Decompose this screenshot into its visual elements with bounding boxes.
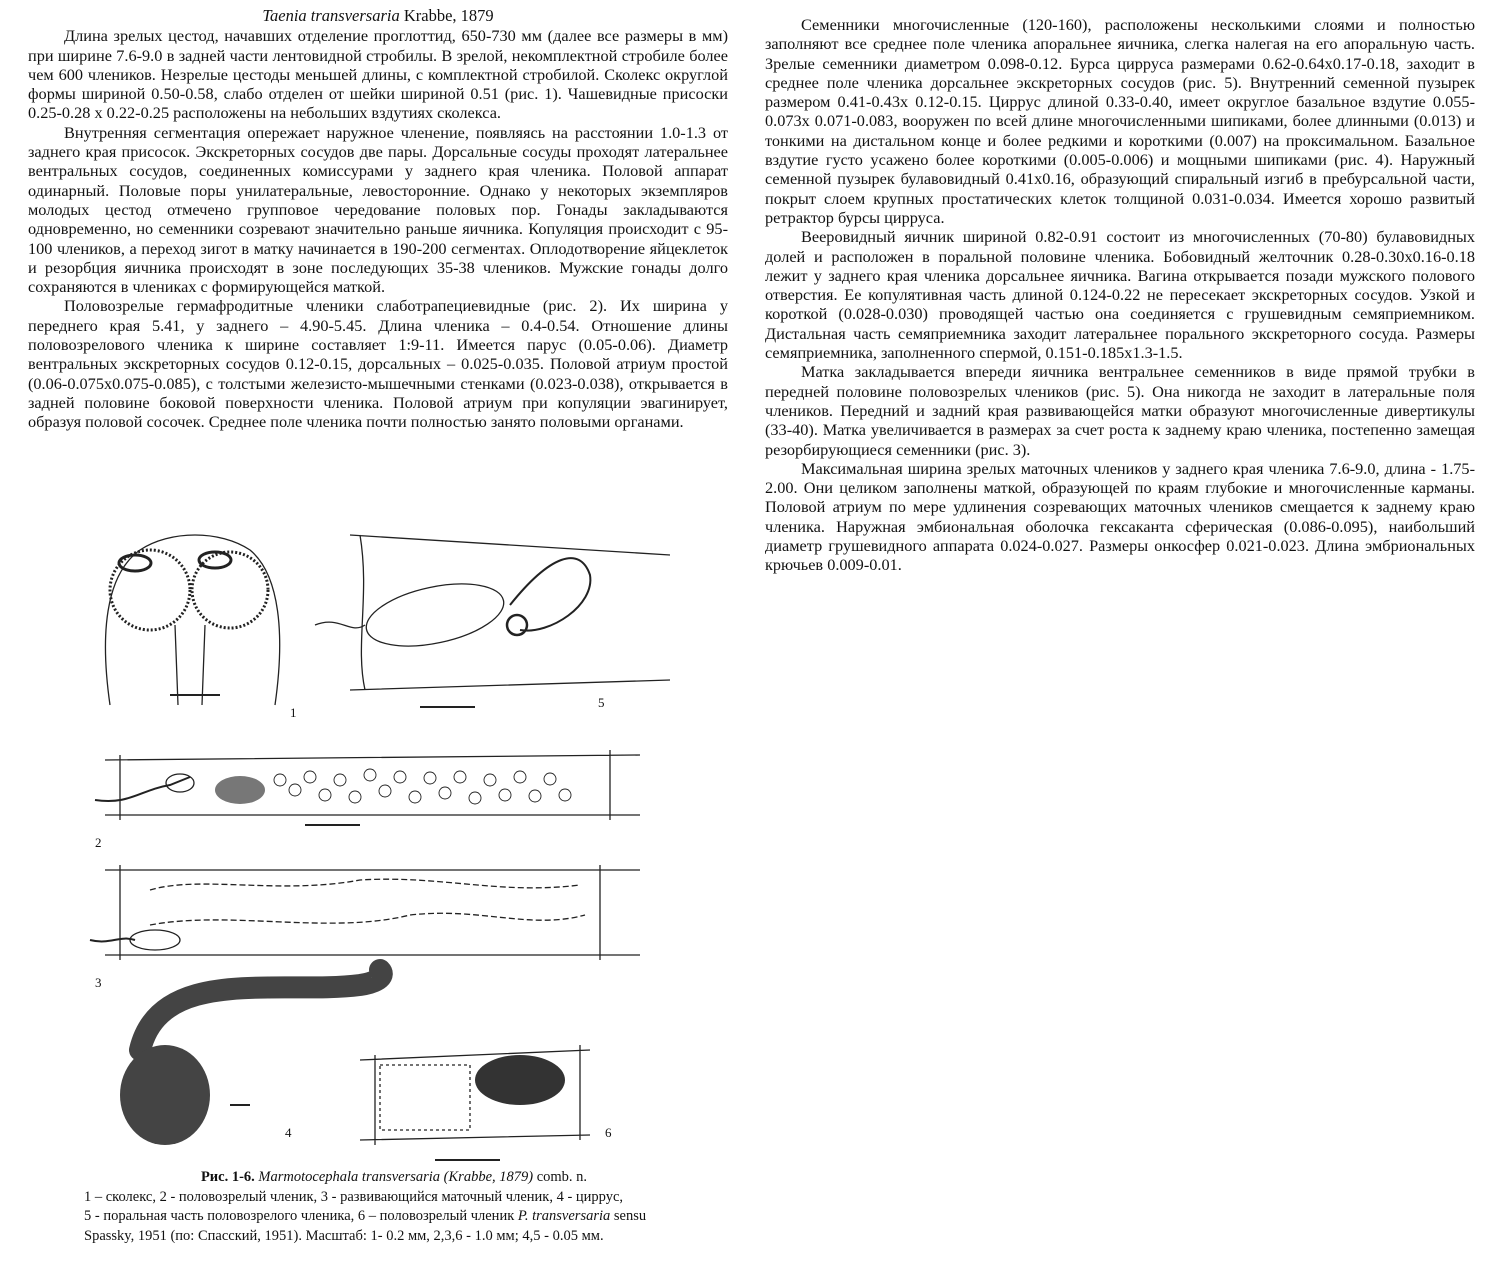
paragraph: Максимальная ширина зрелых маточных члеников у заднего края членика 7.6-9.0, длина - 1.75-2.00. Они целиком заполнены маткой, образующей по краям глубокие и многочисленные карманы. Половой атриум по мере удлинения созревающих маточных члеников смещается к заднему краю членика. Наружная эмбиональная оболочка гексаканта сферическая (0.086-0.095), наибольший диаметр грушевидного аппарата 0.024-0.027. Размеры онкосфер 0.021-0.023. Длина эмбриональных крючьев 0.009-0.01. [765,458,1475,575]
caption-text: sensu [610,1208,647,1224]
figure-label-4: 4 [285,1125,292,1140]
right-column [765,15,1475,575]
figure-label-1: 1 [290,705,297,720]
caption-text: 5 - поральная часть половозрелого членика, 6 – половозрелый членик [84,1208,518,1224]
caption-line: 1 – сколекс, 2 - половозрелый членик, 3 - развивающийся маточный членик, 4 - циррус, [84,1188,624,1205]
caption-species: Marmotocephala transversaria (Krabbe, 1879) [258,1169,534,1185]
species-heading-author: Krabbe, 1879 [399,6,494,25]
caption-suffix: comb. n. [533,1169,588,1185]
paragraph: Семенники многочисленные (120-160), расположены несколькими слоями и полностью заполняют все среднее поле членика апоральнее яичника, слегка налегая на его апоральную часть. Зрелые семенники диаметром 0.098-0.12. Бурса цирруса размерами 0.62-0.64x0.17-0.18, заходит в среднее поле членика дорсальнее экскреторных сосудов (рис. 5). Внутренний семенной пузырек размером 0.41-0.43x 0.12-0.15. Циррус длиной 0.33-0.40, имеет округлое базальное вздутие 0.055-0.073x 0.071-0.083, вооружен по всей длине многочисленными шипиками, более длинными (0.013) и тонкими на дистальном конце и более редкими и короткими (0.007) на проксимальном. Базальное вздутие густо усажено более короткими (0.005-0.006) и мощными шипиками (рис. 4). Наружный семенной пузырек булавовидный 0.41x0.16, образующий спиральный изгиб в пребурсальной части, покрыт слоем крупных простатических клеток толщиной 0.031-0.034. Имеется хорошо развитый ретрактор бурсы цирруса. [765,15,1475,227]
paragraph: Длина зрелых цестод, начавших отделение проглоттид, 650-730 мм (далее все размеры в мм) при ширине 7.6-9.0 в задней части лентовидной стробилы. В зрелой, некомплектной стробиле более чем 600 члеников. Незрелые цестоды меньшей длины, с комплектной стробилой. Сколекс округлой формы шириной 0.50-0.58, слабо отделен от шейки шириной 0.51 (рис. 1). Чашевидные присоски 0.25-0.28 х 0.22-0.25 расположены на небольших вздутиях сколекса. [28,26,728,123]
figure-2-mature-segment-drawing [95,750,640,825]
paragraph: Вееровидный яичник шириной 0.82-0.91 состоит из многочисленных (70-80) булавовидных долей и расположен в поральной половине членика. Бобовидный желточник 0.28-0.30x0.16-0.18 лежит у заднего края членика дорсальнее яичника. Вагина открывается позади мужского полового отверстия. Ее копулятивная часть длиной 0.124-0.22 не пересекает экскреторных сосудов. Узкой и короткой (0.028-0.030) проводящей частью она соединяется с грушевидным семяприемником. Дистальная часть семяприемника заходит латеральнее порального экскреторного сосуда. Размеры семяприемника, заполненного спермой, 0.151-0.185x1.3-1.5. [765,227,1475,363]
caption-line [84,1207,704,1227]
figure-5-poral-part-drawing [315,535,670,707]
caption-species-italic: P. transversaria [517,1208,611,1224]
paragraph: Половозрелые гермафродитные членики слаботрапециевидные (рис. 2). Их ширина у переднего края 5.41, у заднего – 4.90-5.45. Длина членика – 0.4-0.54. Отношение длины половозрелового членика к ширине составляет 1:9-11. Имеется парус (0.05-0.06). Диаметр вентральных экскреторных сосудов 0.12-0.15, дорсальных – 0.025-0.035. Половой атриум простой (0.06-0.075x0.075-0.085), с толстыми железисто-мышечными стенками (0.023-0.038), открывается в задней половине боковой поверхности членика. Половой атриум при копуляции эвагинирует, образуя половой сосочек. Среднее поле членика почти полностью занято половыми органами. [28,296,728,432]
caption-figure-number: Рис. 1-6. [200,1169,255,1185]
caption-line: Spassky, 1951 (по: Спасский, 1951). Масштаб: 1- 0.2 мм, 2,3,6 - 1.0 мм; 4,5 - 0.05 мм. [84,1227,604,1244]
figure-label-2: 2 [95,835,102,850]
paragraph: Внутренняя сегментация опережает наружное членение, появляясь на расстоянии 1.0-1.3 от заднего края присосок. Экскреторных сосудов две пары. Дорсальные сосуды проходят латеральнее вентральных сосудов, соединенных комиссурами у заднего края членика. Половой аппарат одинарный. Половые поры унилатеральные, левосторонние. Однако у некоторых экземпляров молодых цестод отмечено групповое чередование половых пор. Гонады закладываются одновременно, но семенники созревают значительно раньше яичника. Копуляция происходит с 95-100 члеников, а переход зигот в матку начинается в 190-200 сегментах. Оплодотворение яйцеклеток и резорбция яичника происходят в зоне последующих 35-38 члеников. Мужские гонады долго сохраняются в члениках с формирующейся маткой. [28,122,728,297]
caption-title [84,1168,704,1188]
figure-6-segment-drawing [360,1045,590,1160]
species-heading-italic: Taenia transversaria [262,6,400,25]
figure-label-3: 3 [95,975,102,990]
figure-1-scolex-drawing [105,535,279,705]
figure-plate [80,515,680,1165]
figure-caption [84,1168,704,1246]
figure-label-6: 6 [605,1125,612,1140]
figure-4-cirrus-drawing [120,970,382,1145]
paragraph: Матка закладывается впереди яичника вентральнее семенников в виде прямой трубки в передней половине половозрелых члеников (рис. 5). Она никогда не заходит в латеральные поля члеников. Передний и задний края развивающейся матки образуют многочисленные дивертикулы (33-40). Матка увеличивается в размерах за счет роста к заднему краю членика, постепенно замещая резорбирующиеся семенники (рис. 3). [765,362,1475,459]
figure-3-developing-segment-drawing [90,865,640,960]
figure-label-5: 5 [598,695,605,710]
left-column [28,6,728,432]
species-heading [28,6,728,25]
